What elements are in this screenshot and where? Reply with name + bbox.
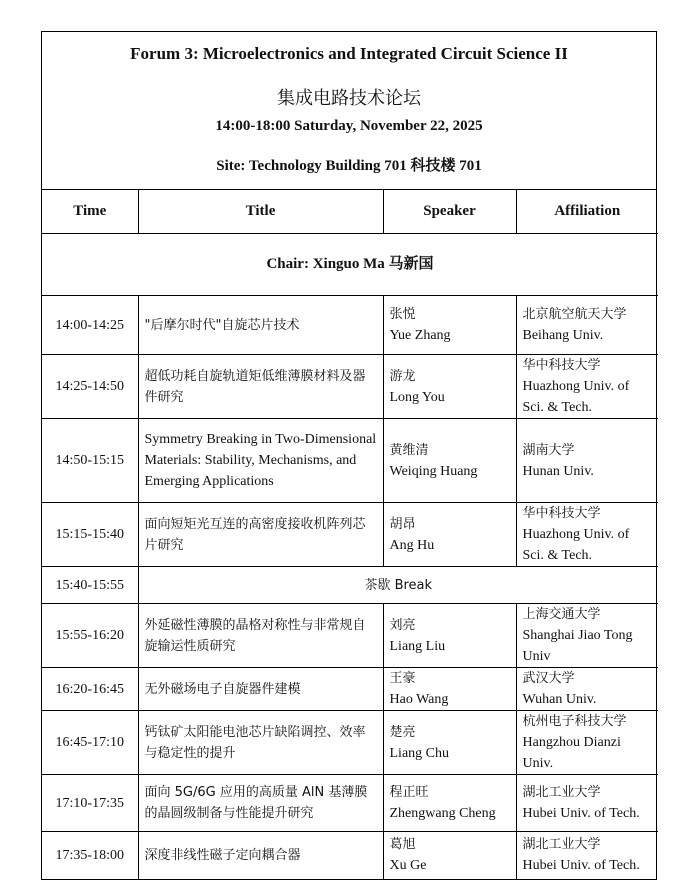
speaker-cell [383, 832, 516, 879]
session-time: 14:50-15:15 [42, 419, 138, 503]
table-row [42, 775, 658, 832]
table-row [42, 604, 658, 668]
table-header-row [42, 190, 658, 234]
affiliation-cell [516, 668, 658, 711]
forum-title-cn: 集成电路技术论坛 [277, 88, 421, 109]
speaker-cell [383, 711, 516, 775]
affiliation-en: Shanghai Jiao Tong Univ [522, 628, 633, 664]
speaker-cell [383, 604, 516, 668]
chair-row [42, 234, 658, 296]
forum-title: Forum 3: Microelectronics and Integrated Circuit Science II [130, 44, 568, 63]
affiliation-cn: 杭州电子科技大学 [522, 714, 627, 729]
talk-title: "后摩尔时代"自旋芯片技术 [138, 296, 383, 355]
speaker-name-en: Liang Liu [389, 638, 446, 654]
talk-title: 钙钛矿太阳能电池芯片缺陷调控、效率与稳定性的提升 [138, 711, 383, 775]
speaker-cell [383, 775, 516, 832]
affiliation-en: Hubei Univ. of Tech. [522, 806, 640, 821]
speaker-name-cn: 程正旺 [389, 785, 429, 800]
table-row [42, 419, 658, 503]
table-row [42, 668, 658, 711]
affiliation-en: Hangzhou Dianzi Univ. [522, 735, 621, 771]
table-row [42, 832, 658, 879]
talk-title: 外延磁性薄膜的晶格对称性与非常规自旋输运性质研究 [138, 604, 383, 668]
speaker-name-cn: 游龙 [389, 368, 416, 384]
affiliation-cell [516, 503, 658, 567]
col-header-title: Title [138, 190, 383, 234]
affiliation-cell [516, 832, 658, 879]
session-time: 15:15-15:40 [42, 503, 138, 567]
affiliation-cn: 湖北工业大学 [522, 785, 601, 800]
session-chair: Chair: Xinguo Ma 马新国 [42, 234, 658, 296]
talk-title: 面向 5G/6G 应用的高质量 AlN 基薄膜的晶圆级制备与性能提升研究 [138, 775, 383, 832]
session-time: 14:25-14:50 [42, 355, 138, 419]
affiliation-cell [516, 604, 658, 668]
speaker-cell [383, 668, 516, 711]
talk-title: 超低功耗自旋轨道矩低维薄膜材料及器件研究 [138, 355, 383, 419]
speaker-name-en: Long You [389, 389, 445, 405]
speaker-name-en: Yue Zhang [389, 328, 451, 343]
col-header-time: Time [42, 190, 138, 234]
affiliation-cell [516, 775, 658, 832]
affiliation-en: Hunan Univ. [522, 463, 594, 479]
affiliation-cn: 华中科技大学 [522, 358, 601, 373]
affiliation-cn: 湖北工业大学 [522, 837, 601, 853]
affiliation-cn: 上海交通大学 [522, 607, 601, 622]
speaker-cell [383, 355, 516, 419]
session-time: 15:55-16:20 [42, 604, 138, 668]
affiliation-cell [516, 296, 658, 355]
affiliation-cn: 华中科技大学 [522, 506, 601, 521]
table-row [42, 711, 658, 775]
forum-datetime: 14:00-18:00 Saturday, November 22, 2025 [215, 118, 483, 134]
session-time: 17:35-18:00 [42, 832, 138, 879]
break-row [42, 567, 658, 604]
session-time: 15:40-15:55 [42, 567, 138, 604]
break-label: 茶歇 Break [138, 567, 658, 604]
col-header-affiliation: Affiliation [516, 190, 658, 234]
speaker-name-cn: 张悦 [389, 307, 416, 322]
speaker-name-cn: 楚亮 [389, 724, 416, 740]
table-row [42, 355, 658, 419]
table-row [42, 503, 658, 567]
affiliation-cn: 武汉大学 [522, 671, 575, 686]
talk-title: 无外磁场电子自旋器件建模 [138, 668, 383, 711]
speaker-cell [383, 296, 516, 355]
affiliation-en: Wuhan Univ. [522, 692, 597, 707]
schedule-table [42, 190, 658, 879]
affiliation-en: Hubei Univ. of Tech. [522, 858, 640, 874]
session-time: 17:10-17:35 [42, 775, 138, 832]
affiliation-en: Beihang Univ. [522, 328, 604, 343]
affiliation-cell [516, 355, 658, 419]
table-row [42, 296, 658, 355]
affiliation-cn: 北京航空航天大学 [522, 307, 627, 322]
forum-site: Site: Technology Building 701 科技楼 701 [216, 158, 482, 174]
speaker-name-en: Liang Chu [389, 745, 449, 761]
speaker-name-cn: 黄维清 [389, 442, 429, 458]
speaker-name-cn: 葛旭 [389, 837, 416, 853]
speaker-name-en: Hao Wang [389, 692, 449, 707]
affiliation-cell [516, 711, 658, 775]
forum-schedule [41, 31, 657, 880]
affiliation-en: Huazhong Univ. of Sci. & Tech. [522, 527, 630, 563]
session-time: 14:00-14:25 [42, 296, 138, 355]
talk-title: 深度非线性磁子定向耦合器 [138, 832, 383, 879]
speaker-name-cn: 王豪 [389, 671, 416, 686]
speaker-name-en: Xu Ge [389, 858, 427, 874]
speaker-name-en: Zhengwang Cheng [389, 806, 496, 821]
col-header-speaker: Speaker [383, 190, 516, 234]
affiliation-cn: 湖南大学 [522, 442, 575, 458]
speaker-name-cn: 刘亮 [389, 617, 416, 633]
talk-title: Symmetry Breaking in Two-Dimensional Materials: Stability, Mechanisms, and Emerging Applications [138, 419, 383, 503]
session-time: 16:45-17:10 [42, 711, 138, 775]
session-time: 16:20-16:45 [42, 668, 138, 711]
forum-header [42, 32, 656, 190]
speaker-name-en: Ang Hu [389, 537, 435, 553]
speaker-cell [383, 503, 516, 567]
talk-title: 面向短矩光互连的高密度接收机阵列芯片研究 [138, 503, 383, 567]
speaker-name-en: Weiqing Huang [389, 463, 478, 479]
speaker-cell [383, 419, 516, 503]
affiliation-en: Huazhong Univ. of Sci. & Tech. [522, 379, 630, 415]
affiliation-cell [516, 419, 658, 503]
speaker-name-cn: 胡昂 [389, 516, 416, 532]
